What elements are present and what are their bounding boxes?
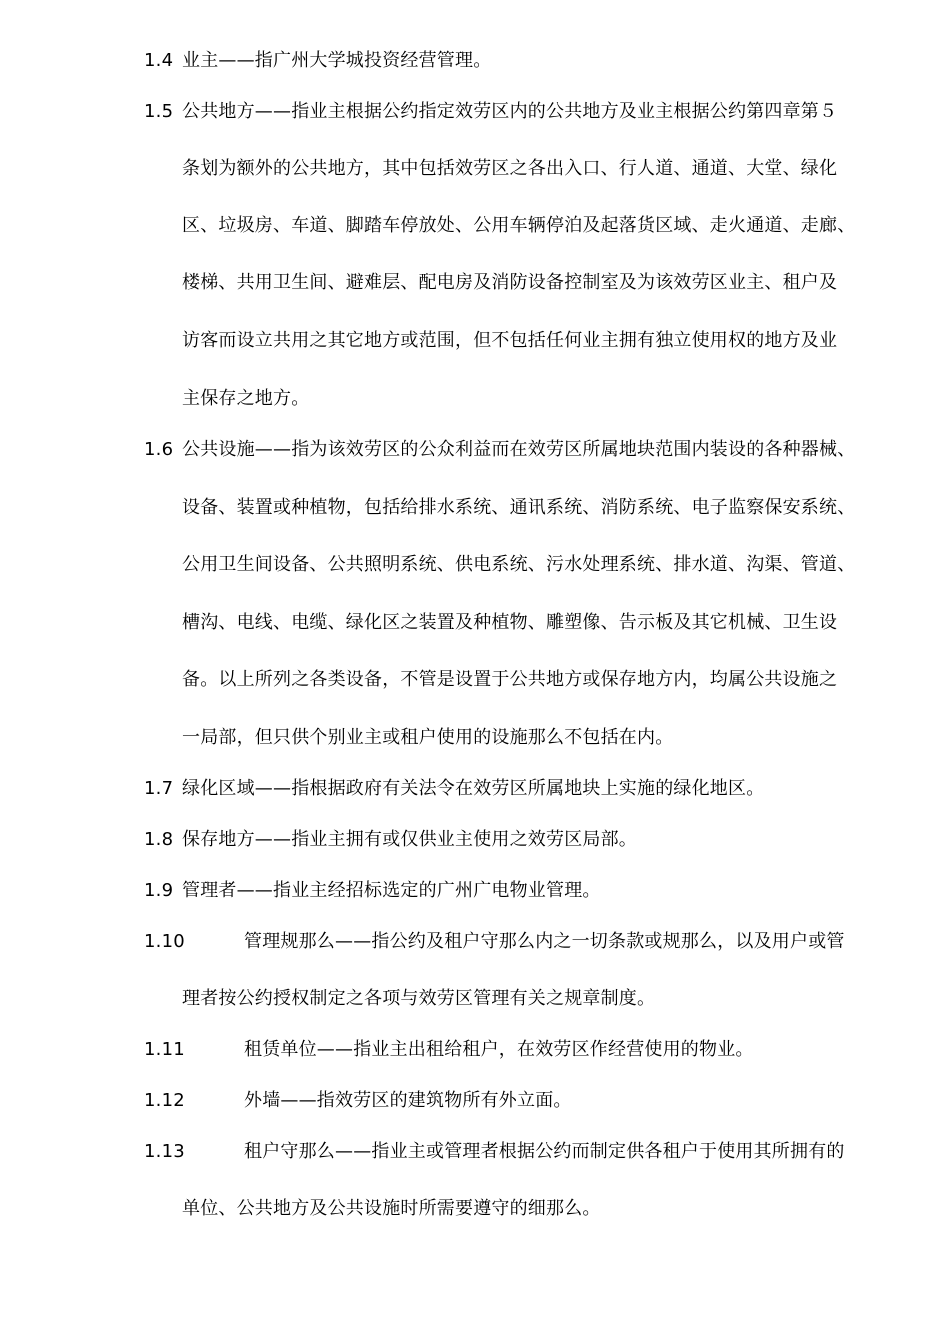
clause-text-continued: 区、垃圾房、车道、脚踏车停放处、公用车辆停泊及起落货区域、走火通道、走廊、 [182,215,856,236]
clause-text-continued: 主保存之地方。 [182,388,310,409]
clause-text-continued: 理者按公约授权制定之各项与效劳区管理有关之规章制度。 [182,988,656,1009]
clause-text: 外墙——指效劳区的建筑物所有外立面。 [244,1090,572,1111]
clause-text: 租户守那么——指业主或管理者根据公约而制定供各租户于使用其所拥有的 [244,1141,845,1162]
clause-text-continued: 一局部，但只供个别业主或租户使用的设施那么不包括在内。 [182,727,674,748]
clause-text-continued: 槽沟、电线、电缆、绿化区之装置及种植物、雕塑像、告示板及其它机械、卫生设 [182,612,838,633]
clause-text: 绿化区域——指根据政府有关法令在效劳区所属地块上实施的绿化地区。 [182,778,765,799]
clause-text-continued: 设备、装置或种植物，包括给排水系统、通讯系统、消防系统、电子监察保安系统、 [182,497,856,518]
clause-text: 管理者——指业主经招标选定的广州广电物业管理。 [182,880,601,901]
clause-text-continued: 公用卫生间设备、公共照明系统、供电系统、污水处理系统、排水道、沟渠、管道、 [182,554,856,575]
clause-text: 租赁单位——指业主出租给租户，在效劳区作经营使用的物业。 [244,1039,754,1060]
clause-number: 1.10 [144,931,185,952]
clause-text: 保存地方——指业主拥有或仅供业主使用之效劳区局部。 [182,829,637,850]
clause-text-continued: 备。以上所列之各类设备，不管是设置于公共地方或保存地方内，均属公共设施之 [182,669,838,690]
clause-text: 公共地方——指业主根据公约指定效劳区内的公共地方及业主根据公约第四章第５ [182,101,838,122]
clause-text-continued: 访客而设立共用之其它地方或范围，但不包括任何业主拥有独立使用权的地方及业 [182,330,838,351]
clause-text: 公共设施——指为该效劳区的公众利益而在效劳区所属地块范围内装设的各种器械、 [182,439,856,460]
clause-number: 1.9 [144,880,174,901]
clause-number: 1.11 [144,1039,185,1060]
clause-number: 1.4 [144,50,174,71]
clause-number: 1.5 [144,101,174,122]
clause-text-continued: 楼梯、共用卫生间、避难层、配电房及消防设备控制室及为该效劳区业主、租户及 [182,272,838,293]
clause-text-continued: 单位、公共地方及公共设施时所需要遵守的细那么。 [182,1198,601,1219]
clause-text: 业主——指广州大学城投资经营管理。 [182,50,492,71]
clause-number: 1.8 [144,829,174,850]
clause-text-continued: 条划为额外的公共地方，其中包括效劳区之各出入口、行人道、通道、大堂、绿化 [182,158,838,179]
clause-text: 管理规那么——指公约及租户守那么内之一切条款或规那么，以及用户或管 [244,931,845,952]
clause-number: 1.7 [144,778,174,799]
clause-number: 1.13 [144,1141,185,1162]
clause-number: 1.6 [144,439,174,460]
clause-number: 1.12 [144,1090,185,1111]
